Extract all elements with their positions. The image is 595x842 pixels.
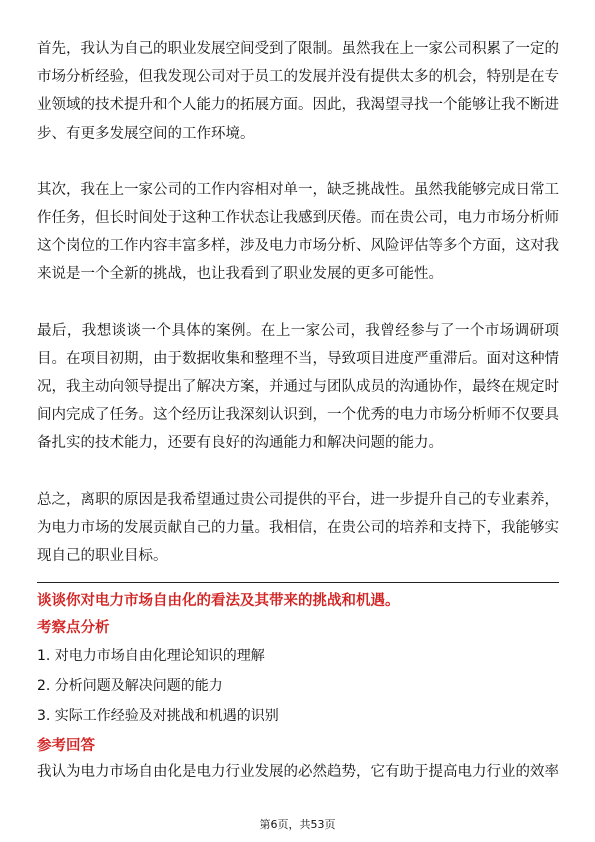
paragraph-gap: [37, 458, 559, 486]
question-title: 谈谈你对电力市场自由化的看法及其带来的挑战和机遇。: [37, 593, 400, 610]
reference-answer: 我认为电力市场自由化是电力行业发展的必然趋势，它有助于提高电力行业的效率: [37, 764, 559, 781]
question-section: [37, 582, 559, 785]
reference-heading: 参考回答: [37, 738, 95, 755]
paragraph-work-content: 其次，我在上一家公司的工作内容相对单一，缺乏挑战性。虽然我能够完成日常工作任务，但长时间处于这种工作状态让我感到厌倦。而在贵公司，电力市场分析师这个岗位的工作内容丰富多样，涉及电力市场分析、风险评估等多个方面，这对我来说是一个全新的挑战，也让我看到了职业发展的更多可能性。: [37, 181, 559, 283]
paragraph-gap: [37, 289, 559, 317]
paragraph-career-space: 首先，我认为自己的职业发展空间受到了限制。虽然我在上一家公司积累了一定的市场分析经验，但我发现公司对于员工的发展并没有提供太多的机会，特别是在专业领域的技术提升和个人能力的拓展方面。因此，我渴望寻找一个能够让我不断进步、有更多发展空间的工作环境。: [37, 41, 559, 142]
document-body: [37, 35, 559, 785]
list-item: 1. 对电力市场自由化理论知识的理解: [37, 648, 265, 665]
list-item: 3. 实际工作经验及对挑战和机遇的识别: [37, 708, 279, 725]
analysis-list: [37, 641, 559, 731]
paragraph-summary: 总之，离职的原因是我希望通过贵公司提供的平台，进一步提升自己的专业素养，为电力市场的发展贡献自己的力量。我相信，在贵公司的培养和支持下，我能够实现自己的职业目标。: [37, 491, 559, 565]
page-number-footer: 第6页，共53页: [259, 818, 336, 831]
paragraph-case-study: 最后，我想谈谈一个具体的案例。在上一家公司，我曾经参与了一个市场调研项目。在项目初期，由于数据收集和整理不当，导致项目进度严重滞后。面对这种情况，我主动向领导提出了解决方案，并通过与团队成员的沟通协作，最终在规定时间内完成了任务。这个经历让我深刻认识到，一个优秀的电力市场分析师不仅要具备扎实的技术能力，还要有良好的沟通能力和解决问题的能力。: [37, 322, 559, 452]
paragraph-gap: [37, 148, 559, 176]
list-item: 2. 分析问题及解决问题的能力: [37, 678, 223, 695]
analysis-heading: 考察点分析: [37, 620, 110, 637]
